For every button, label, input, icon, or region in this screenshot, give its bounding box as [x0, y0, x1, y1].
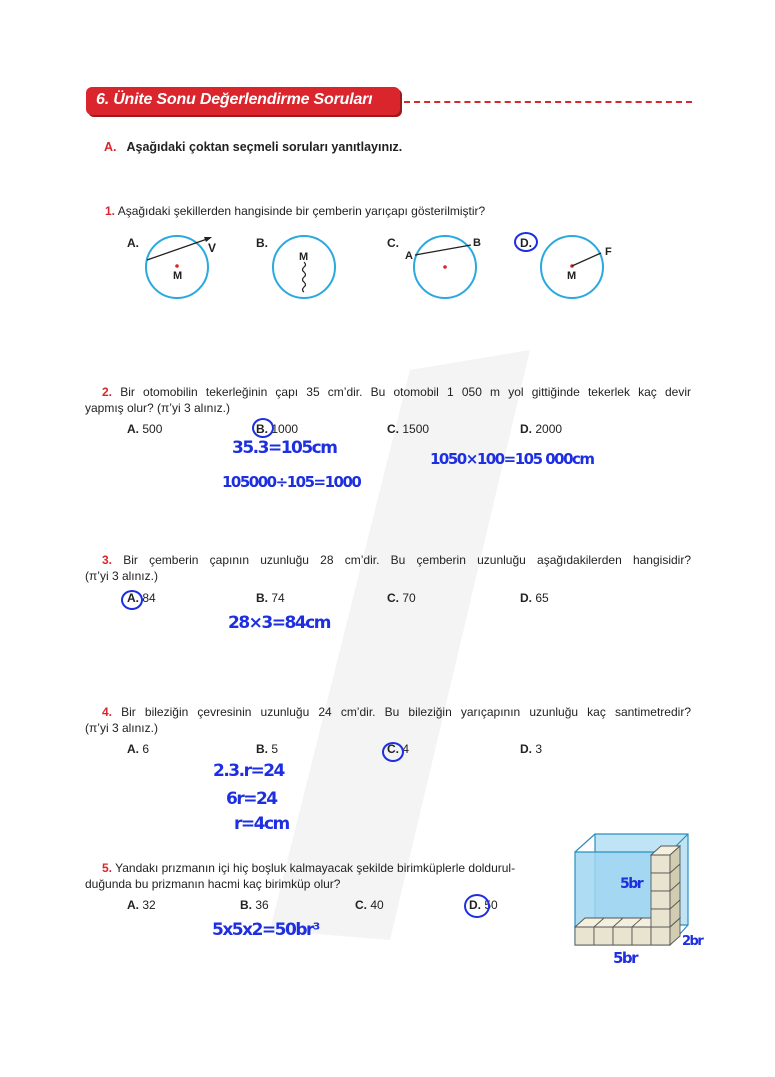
point-label: F	[605, 246, 612, 258]
question-number: 1.	[105, 204, 116, 218]
question-2	[85, 384, 691, 400]
q5-option-b[interactable]: B. 36	[240, 898, 269, 912]
point-label: M	[299, 251, 309, 263]
handwritten-work: 1050×100=105 000cm	[430, 450, 594, 468]
question-2-line2: yapmış olur? (π’yi 3 alınız.)	[85, 401, 230, 415]
q3-option-b[interactable]: B. 74	[256, 591, 285, 605]
q4-option-b[interactable]: B. 5	[256, 742, 279, 756]
q2-option-d[interactable]: D. 2000	[520, 422, 563, 436]
point-label: V	[208, 241, 217, 255]
q2-option-c[interactable]: C. 1500	[387, 422, 430, 436]
circle-figure-d	[535, 230, 615, 305]
title-divider	[404, 101, 692, 103]
answer-circle	[121, 590, 143, 610]
q3-option-a[interactable]: A. 84	[127, 591, 156, 605]
q4-option-d[interactable]: D. 3	[520, 742, 543, 756]
q3-option-d[interactable]: D. 65	[520, 591, 549, 605]
question-number: 2.	[102, 385, 113, 399]
q1-option-d[interactable]: D.	[520, 236, 532, 250]
handwritten-label: 2br	[682, 934, 703, 949]
answer-circle	[382, 742, 404, 762]
question-number: 3.	[102, 553, 113, 567]
point-label: A	[405, 250, 413, 262]
q2-option-b[interactable]: B. 1000	[256, 422, 299, 436]
question-text: Bir çemberin çapının uzunluğu 28 cm’dir. Bu çemberin uzunluğu aşağıdakilerden hangisidir?	[123, 553, 691, 567]
section-text: Aşağıdaki çoktan seçmeli soruları yanıtlayınız.	[126, 140, 403, 154]
answer-circle	[252, 418, 274, 438]
section-letter: A.	[104, 140, 117, 154]
question-5	[85, 860, 560, 876]
q1-option-b[interactable]: B.	[256, 236, 268, 250]
q5-option-a[interactable]: A. 32	[127, 898, 156, 912]
q3-option-c[interactable]: C. 70	[387, 591, 416, 605]
q5-option-c[interactable]: C. 40	[355, 898, 384, 912]
point-label: M	[567, 270, 577, 282]
handwritten-work: 2.3.r=24	[213, 761, 284, 781]
question-1	[105, 203, 485, 219]
handwritten-work: 35.3=105cm	[232, 438, 337, 458]
question-3	[85, 552, 691, 568]
handwritten-work: 28×3=84cm	[228, 613, 330, 633]
question-text: Yandakı prızmanın içi hiç boşluk kalmayacak şekilde birimküplerle doldurul-	[115, 861, 516, 875]
question-text: Aşağıdaki şekillerden hangisinde bir çemberin yarıçapı gösterilmiştir?	[117, 204, 486, 218]
q2-option-a[interactable]: A. 500	[127, 422, 163, 436]
q4-option-a[interactable]: A. 6	[127, 742, 150, 756]
section-instruction	[104, 140, 402, 154]
question-5-line2: duğunda bu prizmanın hacmi kaç birimküp olur?	[85, 877, 341, 891]
question-3-line2: (π’yi 3 alınız.)	[85, 569, 158, 583]
page-title: 6. Ünite Sonu Değerlendirme Soruları	[96, 91, 373, 108]
handwritten-work: 5x5x2=50br³	[212, 920, 319, 940]
q1-option-a[interactable]: A.	[127, 236, 139, 250]
handwritten-label: 5br	[620, 876, 643, 892]
q1-option-c[interactable]: C.	[387, 236, 399, 250]
question-4-line2: (π’yi 3 alınız.)	[85, 721, 158, 735]
question-text: Bir bileziğin çevresinin uzunluğu 24 cm’dir. Bu bileziğin yarıçapının uzunluğu kaç santimetredir?	[121, 705, 691, 719]
watermark	[150, 330, 550, 950]
question-4	[85, 704, 691, 720]
handwritten-work: 6r=24	[226, 789, 277, 809]
answer-circle	[464, 894, 490, 918]
handwritten-work: 105000÷105=1000	[222, 473, 361, 491]
handwritten-label: 5br	[613, 949, 638, 967]
point-label: B	[473, 237, 481, 249]
question-number: 4.	[102, 705, 113, 719]
q5-option-d[interactable]: D. 50	[469, 898, 498, 912]
question-number: 5.	[102, 861, 113, 875]
circle-figure-b	[268, 230, 348, 305]
question-text: Bir otomobilin tekerleğinin çapı 35 cm’dir. Bu otomobil 1 050 m yol gittiğinde tekerlek kaç devir	[120, 385, 691, 399]
handwritten-work: r=4cm	[234, 814, 289, 834]
q4-option-c[interactable]: C. 4	[387, 742, 410, 756]
point-label: M	[173, 270, 183, 282]
